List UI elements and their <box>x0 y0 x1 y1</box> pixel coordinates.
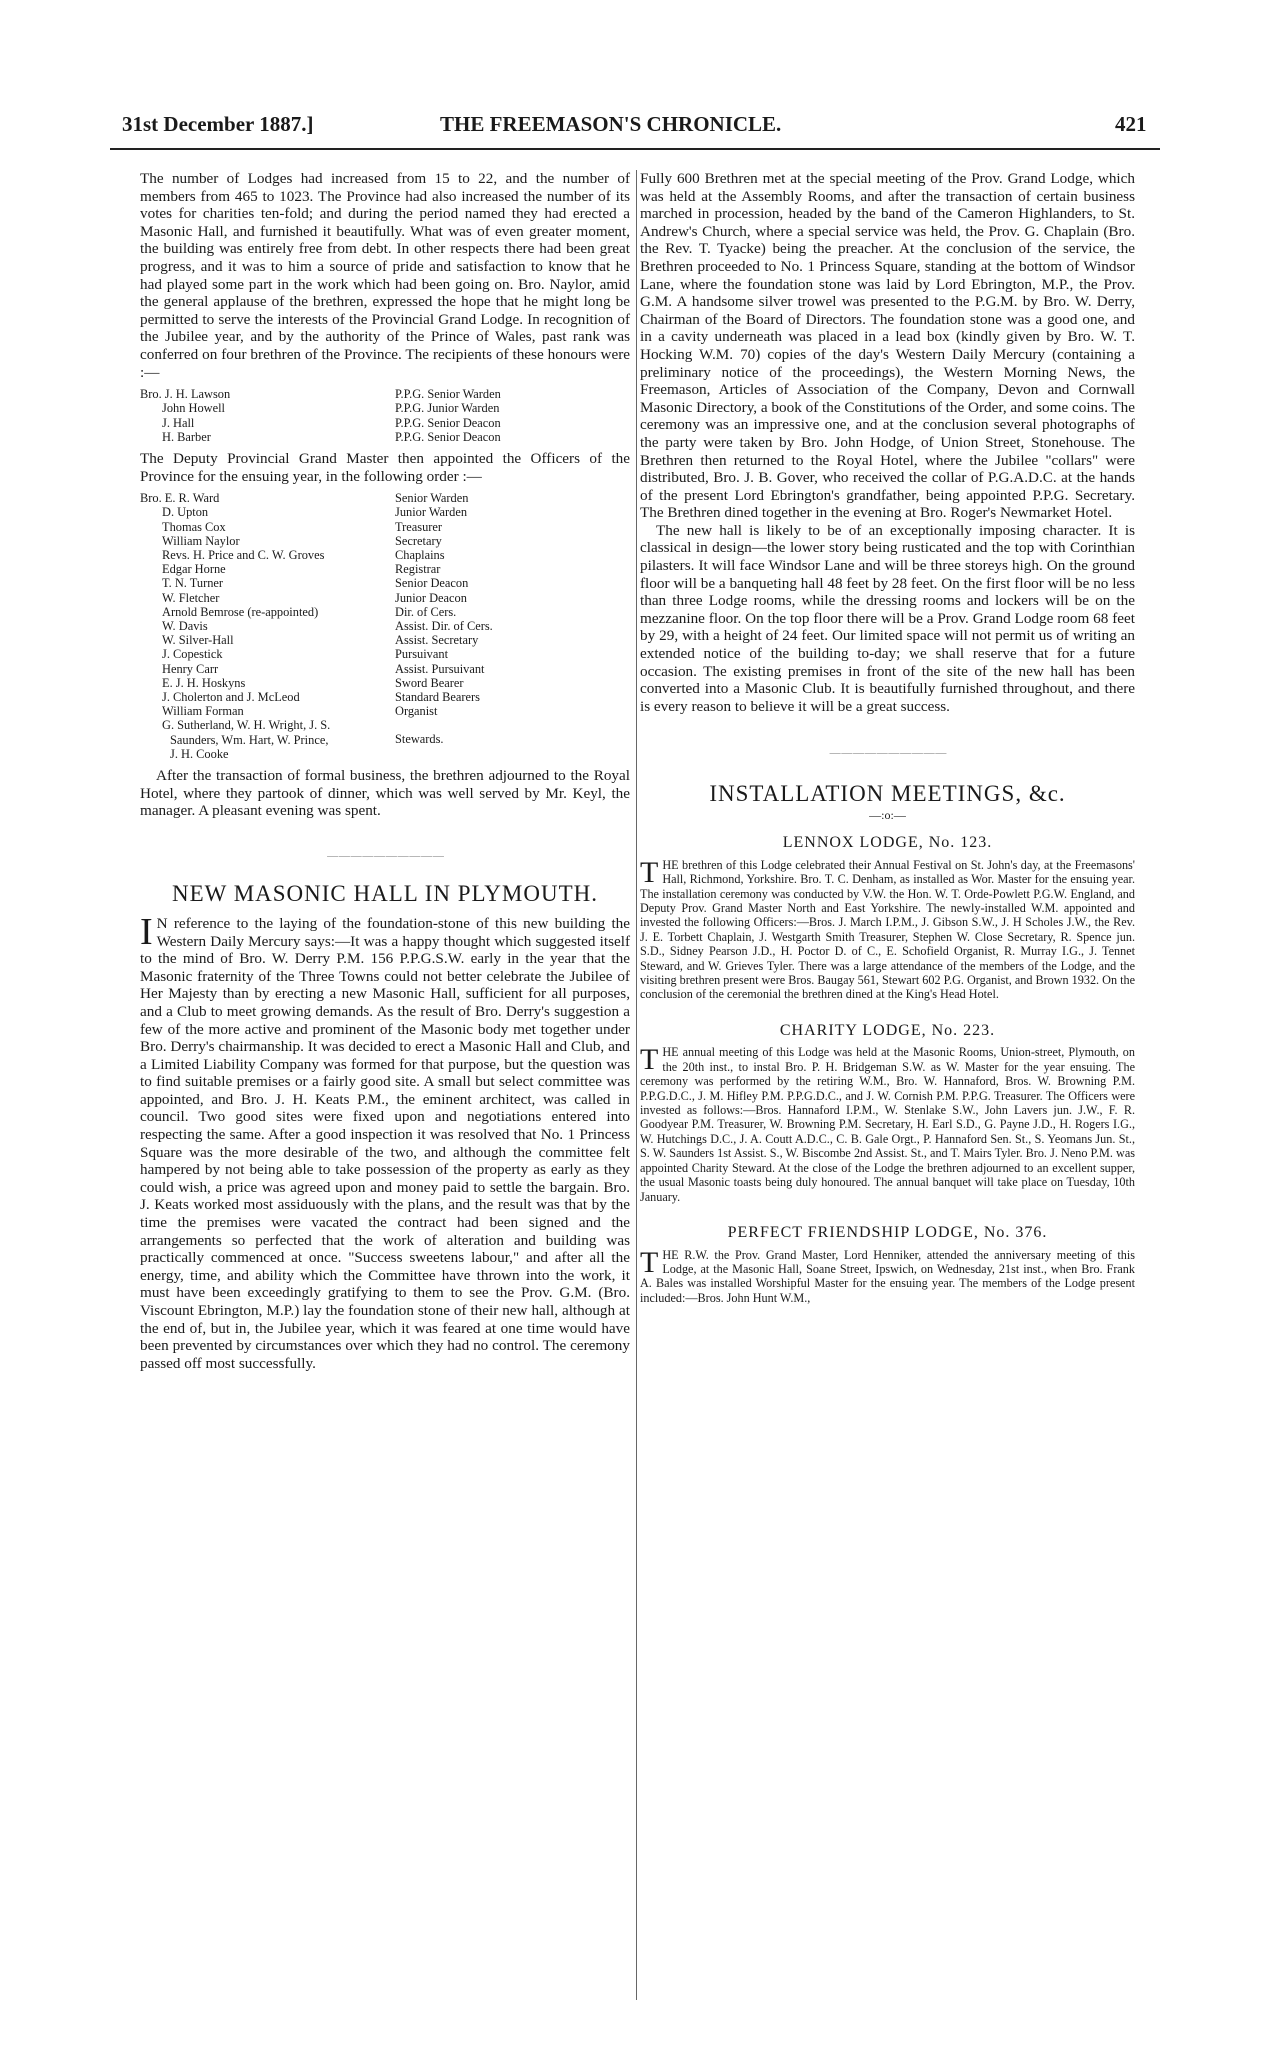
stewards-row: G. Sutherland, W. H. Wright, J. S. Saunders, Wm. Hart, W. Prince, J. H. Cooke Stewards. <box>162 718 444 761</box>
left-paragraph-4: I N reference to the laying of the foundation-stone of this new building the Western Daily Mercury says:—It was a happy thought which suggested itself to the mind of Bro. W. Derry P.M. 156 P.P.G.S.W. early in the year that the Masonic fraternity of the Three Towns could not better celebrate the Jubilee of Her Majesty than by erecting a new Masonic Hall, sufficient for all purposes, and a Club to meet growing demands. As the result of Bro. Derry's suggestion a few of the more active and prominent of the Masonic body met together under Bro. Derry's chairmanship. It was decided to erect a Masonic Hall and Club, and a Limited Liability Company was formed for that purpose, but the question was to find suitable premises or a fairly good site. A small but select committee was appointed, and Bro. J. H. Keats P.M., the eminent architect, was called in council. Two good sites were fixed upon and negotiations entered into respecting the same. After a good inspection it was resolved that No. 1 Princess Square was the more desirable of the two, and although the committee felt hampered by not being able to take possession of the property as early as they could wish, a price was agreed upon and money paid to settle the bargain. Bro. J. Keats worked most assiduously with the plans, and the result was that by the time the premises were vacated the contract had been signed and the arrangements so perfected that the work of alteration and building was practically commenced at once. "Success sweetens labour," and after all the energy, time, and ability which the Committee have thrown into the work, it must have been exceedingly gratifying to them to see the Prov. G.M. (Bro. Viscount Ebrington, M.P.) lay the foundation stone of their new hall, although at the end of, but in, the Jubilee year, which it was feared at one time would have been prevented by circumstances over which they had no control. The ceremony passed off most successfully. <box>140 910 630 1372</box>
officer-row: W. Silver-Hall Assist. Secretary <box>162 633 479 648</box>
lodge-report-charity: THE annual meeting of this Lodge was held at the Masonic Rooms, Union-street, Plymouth, on the 20th inst., to instal Bro. P. H. Bridgeman S.W. as W. Master for the year ensuing. The ceremony was performed by the retiring W.M., Bro. W. Hannaford, Bros. W. Browning P.M. P.P.G.D.C., J. M. Hifley P.M. P.P.G.D.C., and J. W. Cornish P.M. P.P.G. Treasurer. The Officers were invested as follows:—Bros. Hannaford I.P.M., W. Stenlake S.W., John Lavers jun. J.W., F. R. Goodyear P.M. Treasurer, W. Browning P.M. Secretary, H. Earl S.D., G. Payne J.D., H. Rogers I.G., W. Hutchings D.C., J. A. Coutt A.D.C., C. B. Gale Orgt., P. Hannaford Sen. St., S. Yeomans Jun. St., S. W. Saunders 1st Assist. S., W. Biscombe 2nd Assist. St., and T. Mairs Tyler. Bro. J. Neno P.M. was appointed Charity Steward. At the close of the Lodge the brethren adjourned to an excellent supper, the usual Masonic toasts being duly honoured. The annual banquet will take place on Tuesday, 10th January. <box>640 1043 1135 1204</box>
officer-row: D. Upton Junior Warden <box>162 505 468 520</box>
left-paragraph-3: After the transaction of formal business, the brethren adjourned to the Royal Hotel, where they partook of dinner, which was well served by Mr. Keyl, the manager. A pleasant evening was spent. <box>140 766 630 820</box>
officers-list <box>140 491 630 761</box>
page-header <box>110 112 1155 144</box>
lodge-title-perfect-friendship: PERFECT FRIENDSHIP LODGE, No. 376. <box>727 1223 1048 1241</box>
officer-row: Arnold Bemrose (re-appointed) Dir. of Cers. <box>162 604 457 619</box>
lodge-title-lennox: LENNOX LODGE, No. 123. <box>782 834 993 852</box>
officer-row: T. N. Turner Senior Deacon <box>162 576 469 591</box>
page-number: 421 <box>1115 112 1147 136</box>
right-paragraph-2: The new hall is likely to be of an exceptionally imposing character. It is classical in design—the lower story being rusticated and the top with Corinthian pilasters. It will face Windsor Lane and will be three storeys high. On the ground floor will be a banqueting hall 48 feet by 28 feet. On the first floor will be no less than three Lodge rooms, while the dressing rooms and lockers will be on the mezzanine floor. On the top floor there will be a Prov. Grand Lodge room 68 feet by 29, with a height of 24 feet. Our limited space will not permit us of writing an extended notice of the building to-day; we shall reserve that for a future occasion. The existing premises in front of the site of the new hall has been converted into a Masonic Club. It is beautifully furnished throughout, and there is every reason to believe it will be a great success. <box>640 521 1135 715</box>
honours-row: John Howell P.P.G. Junior Warden <box>162 401 500 416</box>
honours-row: J. Hall P.P.G. Senior Deacon <box>162 415 501 430</box>
officer-row: Edgar Horne Registrar <box>162 562 441 577</box>
officer-row: William Forman Organist <box>162 704 438 719</box>
officer-row: W. Davis Assist. Dir. of Cers. <box>162 618 493 633</box>
honours-row: Bro. J. H. Lawson P.P.G. Senior Warden <box>140 387 501 402</box>
officer-row: Henry Carr Assist. Pursuivant <box>162 661 485 676</box>
section-separator: —:o:— <box>869 807 906 822</box>
lodge-report-perfect-friendship: THE R.W. the Prov. Grand Master, Lord Henniker, attended the anniversary meeting of this Lodge, at the Masonic Hall, Soane Street, Ipswich, on Wednesday, 21st inst., when Bro. Frank A. Bales was installed Worshipful Master for the ensuing year. The members of the Lodge present included:—Bros. John Hunt W.M., <box>640 1245 1135 1305</box>
column-divider <box>636 170 637 2000</box>
lodge-report-lennox: THE brethren of this Lodge celebrated their Annual Festival on St. John's day, at the Freemasons' Hall, Richmond, Yorkshire. Bro. T. C. Denham, as installed as Wor. Master for the ensuing year. The installation ceremony was conducted by V.W. the Hon. W. T. Orde-Powlett P.G.W. England, and Deputy Prov. Grand Master North and East Yorkshire. The newly-installed W.M. appointed and invested the following Officers:—Bros. J. March I.P.M., J. Gibson S.W., J. H Scholes J.W., the Rev. J. E. Torbett Chaplain, J. Westgarth Smith Treasurer, Stephen W. Close Secretary, R. Spence jun. S.D., Sidney Pearson J.D., H. Poctor D. of C., E. Schofield Organist, R. Murray I.G., J. Tennet Steward, and W. Grieves Tyler. There was a large attendance of the members of the Lodge, and the visiting brethren present were Bros. Baugay 561, Stewart 602 P.G. Organist, and Brown 1932. On the conclusion of the ceremonial the brethren dined at the King's Head Hotel. <box>640 855 1135 1002</box>
left-paragraph-1: The number of Lodges had increased from 15 to 22, and the number of members from 465 to 1023. The Province had also increased the number of its votes for charities ten-fold; and during the period named they had erected a Masonic Hall, and furnished it beautifully. What was of even greater moment, the building was entirely free from debt. In other respects there had been great progress, and it was to him a source of pride and satisfaction to know that he had played some part in the work which had been going on. Bro. Naylor, amid the general applause of the brethren, expressed the hope that he might long be permitted to serve the interests of the Provincial Grand Lodge. In recognition of the Jubilee year, and by the authority of the Prince of Wales, past rank was conferred on four brethren of the Province. The recipients of these honours were :— <box>140 170 630 381</box>
section-heading-plymouth: NEW MASONIC HALL IN PLYMOUTH. <box>172 881 598 907</box>
officer-row: Revs. H. Price and C. W. Groves Chaplains <box>162 547 445 562</box>
officer-row: W. Fletcher Junior Deacon <box>162 590 467 605</box>
officer-row: Thomas Cox Treasurer <box>162 519 443 534</box>
header-date: 31st December 1887.] <box>122 112 314 136</box>
officer-row: J. Cholerton and J. McLeod Standard Bearers <box>162 689 480 704</box>
right-column <box>640 170 1135 1305</box>
left-paragraph-2: The Deputy Provincial Grand Master then appointed the Officers of the Province for the ensuing year, in the following order :— <box>140 449 630 485</box>
left-column <box>140 170 630 1372</box>
header-title: THE FREEMASON'S CHRONICLE. <box>440 112 782 136</box>
section-ornament: — — — — — — — — — — <box>327 849 443 862</box>
section-heading-installation: INSTALLATION MEETINGS, &c. <box>709 781 1066 806</box>
honours-row: H. Barber P.P.G. Senior Deacon <box>162 429 501 444</box>
honours-list <box>140 387 630 444</box>
header-rule <box>110 148 1160 150</box>
officer-row: William Naylor Secretary <box>162 533 442 548</box>
section-ornament: — — — — — — — — — — <box>829 747 946 760</box>
lodge-title-charity: CHARITY LODGE, No. 223. <box>779 1021 996 1039</box>
officer-row: J. Copestick Pursuivant <box>162 647 449 662</box>
right-paragraph-1: Fully 600 Brethren met at the special meeting of the Prov. Grand Lodge, which was held at the Assembly Rooms, and after the transaction of certain business marched in procession, headed by the band of the Cameron Highlanders, to St. Andrew's Church, where a special service was held, the Prov. G. Chaplain (Bro. the Rev. T. Tyacke) being the preacher. At the conclusion of the service, the Brethren proceeded to No. 1 Princess Square, standing at the bottom of Windsor Lane, where the foundation stone was laid by Lord Ebrington, M.P., the Prov. G.M. A handsome silver trowel was presented to the P.G.M. by Bro. W. Derry, Chairman of the Board of Directors. The foundation stone was a good one, and in a cavity underneath was placed in a lead box (kindly given by Bro. W. T. Hocking W.M. 70) copies of the day's Western Daily Mercury (containing a preliminary notice of the proceedings), the Western Morning News, the Freemason, Articles of Association of the Company, Devon and Cornwall Masonic Directory, a book of the Constitutions of the Order, and some coins. The ceremony was an impressive one, and at the conclusion several photographs of the party were taken by Bro. John Hodge, of Union Street, Stonehouse. The Brethren then returned to the Royal Hotel, where the Jubilee "collars" were distributed, Bro. J. B. Gover, who received the collar of P.G.A.D.C. at the hands of the present Lord Ebrington's grandfather, being appointed P.P.G. Secretary. The Brethren dined together in the evening at Bro. Roger's Newmarket Hotel. <box>640 170 1135 522</box>
officer-row: Bro. E. R. Ward Senior Warden <box>140 491 469 506</box>
officer-row: E. J. H. Hoskyns Sword Bearer <box>162 675 464 690</box>
